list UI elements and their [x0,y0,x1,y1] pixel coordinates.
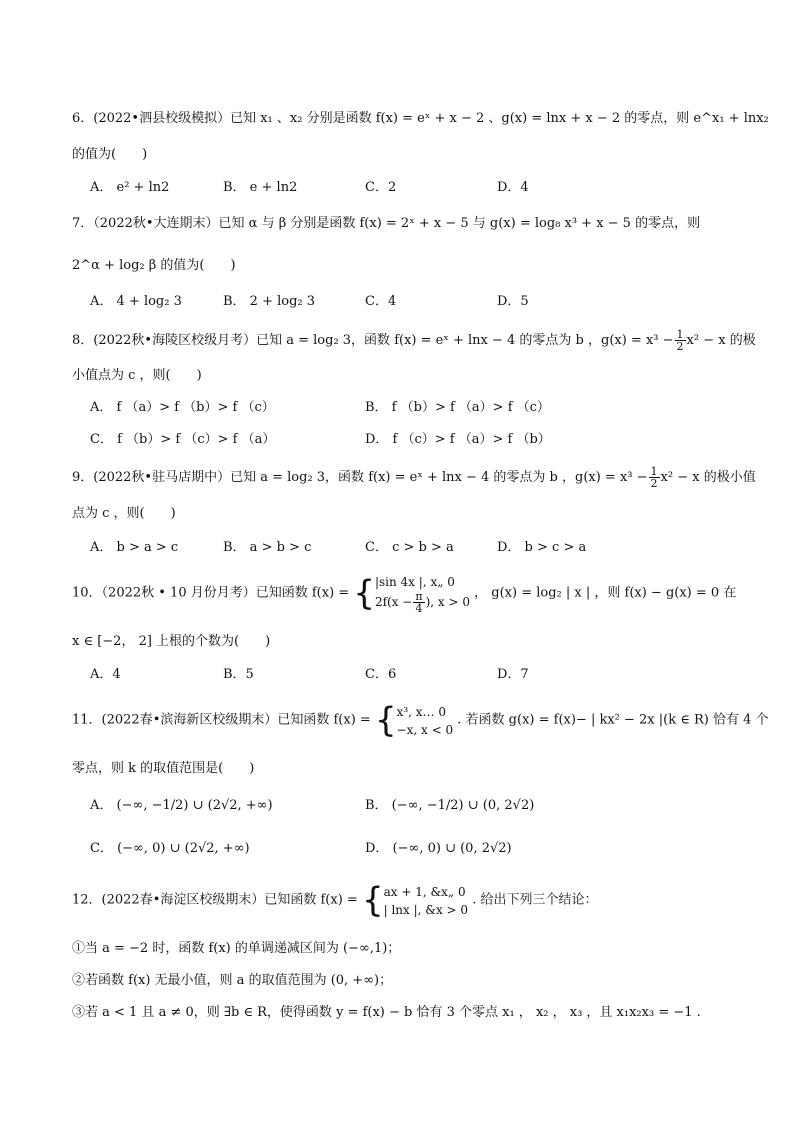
q9-stem-line2: 点为 c ，则( ) [72,506,176,521]
q7-option-d: D．5 [497,294,529,309]
q10-stem-line2: x ∈ [−2， 2] 上根的个数为( ) [72,634,271,649]
q12-statement-2: ②若函数 f(x) 无最小值，则 a 的取值范围为 (0, +∞)； [72,973,393,988]
q11-option-a: A． (−∞, −1/2) ∪ (2√2, +∞) [90,798,273,813]
q8-option-a: A． f （a）> f （b）> f （c） [90,400,275,415]
q8-option-c: C． f （b）> f （c）> f （a） [90,432,276,447]
q8-option-b: B． f （b）> f （a）> f （c） [365,400,550,415]
q12-stem-line1: 12．(2022春•海淀区校级期末）已知函数 f(x) = { ax + 1, &x„ 0 | lnx |, &x > 0 . 给出下列三个结论： [72,880,598,921]
q7-option-b: B． 2 + log₂ 3 [223,294,316,309]
q11-option-c: C． (−∞, 0) ∪ (2√2, +∞) [90,841,250,856]
q6-option-b: B． e + ln2 [223,180,298,195]
q6-option-a: A． e² + ln2 [90,180,170,195]
q6-option-d: D．4 [497,180,529,195]
q9-option-c: C． c > b > a [365,540,454,555]
q10-option-a: A．4 [90,667,121,682]
q10-option-c: C．6 [365,667,397,682]
q10-option-b: B．5 [223,667,254,682]
q9-stem-line1: 9．(2022秋•驻马店期中）已知 a = log₂ 3，函数 f(x) = eˣ + lnx − 4 的零点为 b ，g(x) = x³ − $\frac{1}{2}$ x² − x 的极小值 [72,465,756,490]
q7-option-c: C．4 [365,294,397,309]
q7-option-a: A． 4 + log₂ 3 [90,294,182,309]
q10-stem-line1: 10．（2022秋 • 10 月份月考）已知函数 f(x) = { |sin 4x |, x„ 0 2f(x − $\frac{\pi}{4}$ ), x > 0 ， g(x) = log₂ | x | ，则 f(x) − g(x) = 0 在 [72,570,736,617]
q7-stem-line1: 7．（2022秋•大连期末）已知 α 与 β 分别是函数 f(x) = 2ˣ + x − 5 与 g(x) = log₈ x³ + x − 5 的零点，则 [72,216,701,231]
q6-stem-line1: 6．(2022•泗县校级模拟）已知 x₁ 、x₂ 分别是函数 f(x) = eˣ + x − 2 、g(x) = lnx + x − 2 的零点，则 e^x₁ + lnx₂ [72,111,769,126]
q8-option-d: D． f （c）> f （a）> f （b） [365,432,551,447]
q12-piecewise: { ax + 1, &x„ 0 | lnx |, &x > 0 [361,880,469,921]
q11-stem-line1: 11．(2022春•滨海新区校级期末）已知函数 f(x) = { x³, x… 0 −x, x < 0 . 若函数 g(x) = f(x)− | kx² − 2x |(k ∈ R) 恰有 4 个 [72,700,769,741]
q12-statement-3: ③若 a < 1 且 a ≠ 0，则 ∃b ∈ R，使得函数 y = f(x) − b 恰有 3 个零点 x₁ ， x₂ ， x₃ ，且 x₁x₂x₃ = −1 . [72,1005,701,1020]
q9-option-d: D． b > c > a [497,540,587,555]
q7-stem-line2: 2^α + log₂ β 的值为( ) [72,258,236,273]
q9-option-a: A． b > a > c [90,540,179,555]
q6-stem-line2: 的值为( ) [72,147,148,162]
q11-piecewise: { x³, x… 0 −x, x < 0 [374,700,454,741]
q8-stem-line1: 8．(2022秋•海陵区校级月考）已知 a = log₂ 3，函数 f(x) = eˣ + lnx − 4 的零点为 b ，g(x) = x³ − $\frac{1}{2}$ x² − x 的极 [72,328,756,353]
q6-option-c: C．2 [365,180,397,195]
q11-option-d: D． (−∞, 0) ∪ (0, 2√2) [365,841,512,856]
q10-option-d: D．7 [497,667,529,682]
q10-piecewise: { |sin 4x |, x„ 0 2f(x − $\frac{\pi}{4}$ ), x > 0 [353,573,471,615]
q8-fraction: $\frac{1}{2}$ [676,328,684,353]
q8-stem-line2: 小值点为 c ，则( ) [72,368,202,383]
q9-fraction: $\frac{1}{2}$ [650,465,658,490]
q9-option-b: B． a > b > c [223,540,312,555]
q12-statement-1: ①当 a = −2 时，函数 f(x) 的单调递减区间为 (−∞,1)； [72,941,401,956]
q11-option-b: B． (−∞, −1/2) ∪ (0, 2√2) [365,798,535,813]
q11-stem-line2: 零点，则 k 的取值范围是( ) [72,761,255,776]
